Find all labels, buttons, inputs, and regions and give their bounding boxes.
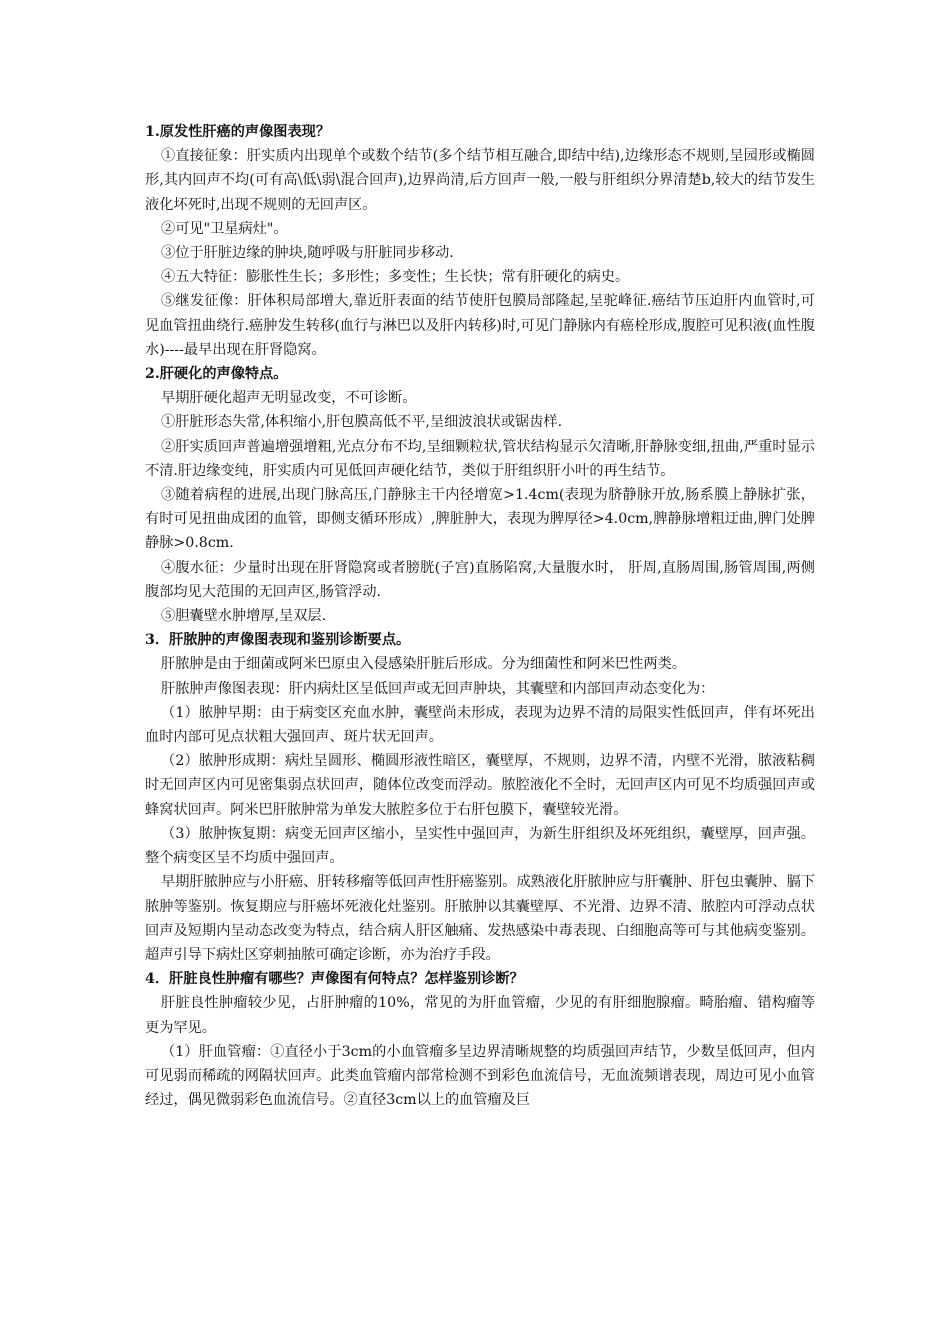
document-page xyxy=(145,120,815,1112)
paragraph: （2）脓肿形成期：病灶呈圆形、椭圆形液性暗区，囊壁厚，不规则，边界不清，内壁不光滑，脓液粘稠时无回声区内可见密集弱点状回声，随体位改变而浮动。脓腔液化不全时，无回声区内可见不均质强回声或蜂窝状回声。阿米巴肝脓肿常为单发大脓腔多位于右肝包膜下，囊壁较光滑。 xyxy=(145,753,815,818)
section-heading: 3．肝脓肿的声像图表现和鉴别诊断要点。 xyxy=(145,632,411,649)
section-heading: 1.原发性肝癌的声像图表现？ xyxy=(145,124,331,140)
paragraph: ⑤继发征像：肝体积局部增大,靠近肝表面的结节使肝包膜局部隆起,呈驼峰征.癌结节压迫肝内血管时,可见血管扭曲绕行.癌肿发生转移(血行与淋巴以及肝内转移)时,可见门静脉内有癌栓形成,腹腔可见积液(血性腹水)----最早出现在肝肾隐窝。 xyxy=(145,293,815,358)
paragraph: （1）脓肿早期：由于病变区充血水肿，囊壁尚未形成，表现为边界不清的局限实性低回声，伴有坏死出血时内部可见点状粗大强回声、斑片状无回声。 xyxy=(145,704,815,746)
paragraph: ③随着病程的进展,出现门脉高压,门静脉主干内径增宽>1.4cm(表现为脐静脉开放,肠系膜上静脉扩张，有时可见扭曲成团的血管，即侧支循环形成）,脾脏肿大，表现为脾厚径>4.0cm,脾静脉增粗迂曲,脾门处脾静脉>0.8cm. xyxy=(145,487,815,552)
section-heading: 2.肝硬化的声像特点。 xyxy=(145,366,288,383)
paragraph: ④腹水征：少量时出现在肝肾隐窝或者膀胱(子宫)直肠陷窝,大量腹水时， 肝周,直肠周围,肠管周围,两侧腹部均见大范围的无回声区,肠管浮动. xyxy=(145,559,815,600)
paragraph: 肝脓肿是由于细菌或阿米巴原虫入侵感染肝脏后形成。分为细菌性和阿米巴性两类。 xyxy=(161,656,686,673)
paragraph: 早期肝硬化超声无明显改变，不可诊断。 xyxy=(161,390,417,407)
paragraph: ②可见"卫星病灶"。 xyxy=(161,220,288,237)
paragraph: 早期肝脓肿应与小肝癌、肝转移瘤等低回声性肝癌鉴别。成熟液化肝脓肿应与肝囊肿、肝包虫囊肿、膈下脓肿等鉴别。恢复期应与肝癌坏死液化灶鉴别。肝脓肿以其囊壁厚、不光滑、边界不清、脓腔内可浮动点状回声及短期内呈动态改变为特点，结合病人肝区触痛、发热感染中毒表现、白细胞高等可与其他病变鉴别。超声引导下病灶区穿刺抽脓可确定诊断，亦为治疗手段。 xyxy=(145,874,815,963)
paragraph: 肝脏良性肿瘤较少见，占肝肿瘤的10%，常见的为肝血管瘤，少见的有肝细胞腺瘤。畸胎瘤、错构瘤等更为罕见。 xyxy=(145,995,815,1036)
paragraph: ⑤胆囊壁水肿增厚,呈双层. xyxy=(161,608,327,625)
paragraph: ④五大特征：膨胀性生长；多形性；多变性；生长快；常有肝硬化的病史。 xyxy=(161,269,630,286)
section-heading: 4．肝脏良性肿瘤有哪些？声像图有何特点？怎样鉴别诊断？ xyxy=(145,971,524,988)
paragraph: ①肝脏形态失常,体积缩小,肝包膜高低不平,呈细波浪状或锯齿样. xyxy=(161,414,563,431)
paragraph: ②肝实质回声普遍增强增粗,光点分布不均,呈细颗粒状,管状结构显示欠清晰,肝静脉变细,扭曲,严重时显示不清.肝边缘变纯，肝实质内可见低回声硬化结节，类似于肝组织肝小叶的再生结节。 xyxy=(145,438,815,479)
paragraph: （1）肝血管瘤：①直径小于3cm的小血管瘤多呈边界清晰规整的均质强回声结节，少数呈低回声，但内可见弱而稀疏的网隔状回声。此类血管瘤内部常检测不到彩色血流信号，无血流频谱表现，周边可见小血管经过，偶见微弱彩色血流信号。②直径3cm以上的血管瘤及巨 xyxy=(145,1043,815,1109)
paragraph: （3）脓肿恢复期：病变无回声区缩小，呈实性中强回声，为新生肝组织及坏死组织，囊壁厚，回声强。整个病变区呈不均质中强回声。 xyxy=(145,825,815,867)
paragraph: ③位于肝脏边缘的肿块,随呼吸与肝脏同步移动. xyxy=(161,245,454,262)
paragraph: 肝脓肿声像图表现：肝内病灶区呈低回声或无回声肿块，其囊壁和内部回声动态变化为： xyxy=(161,680,715,697)
paragraph: ①直接征象：肝实质内出现单个或数个结节(多个结节相互融合,即结中结),边缘形态不规则,呈园形或椭圆形,其内回声不均(可有高\低\弱\混合回声),边界尚清,后方回声一般,一般与肝组织分界清楚b,较大的结节发生液化坏死时,出现不规则的无回声区。 xyxy=(145,148,815,213)
